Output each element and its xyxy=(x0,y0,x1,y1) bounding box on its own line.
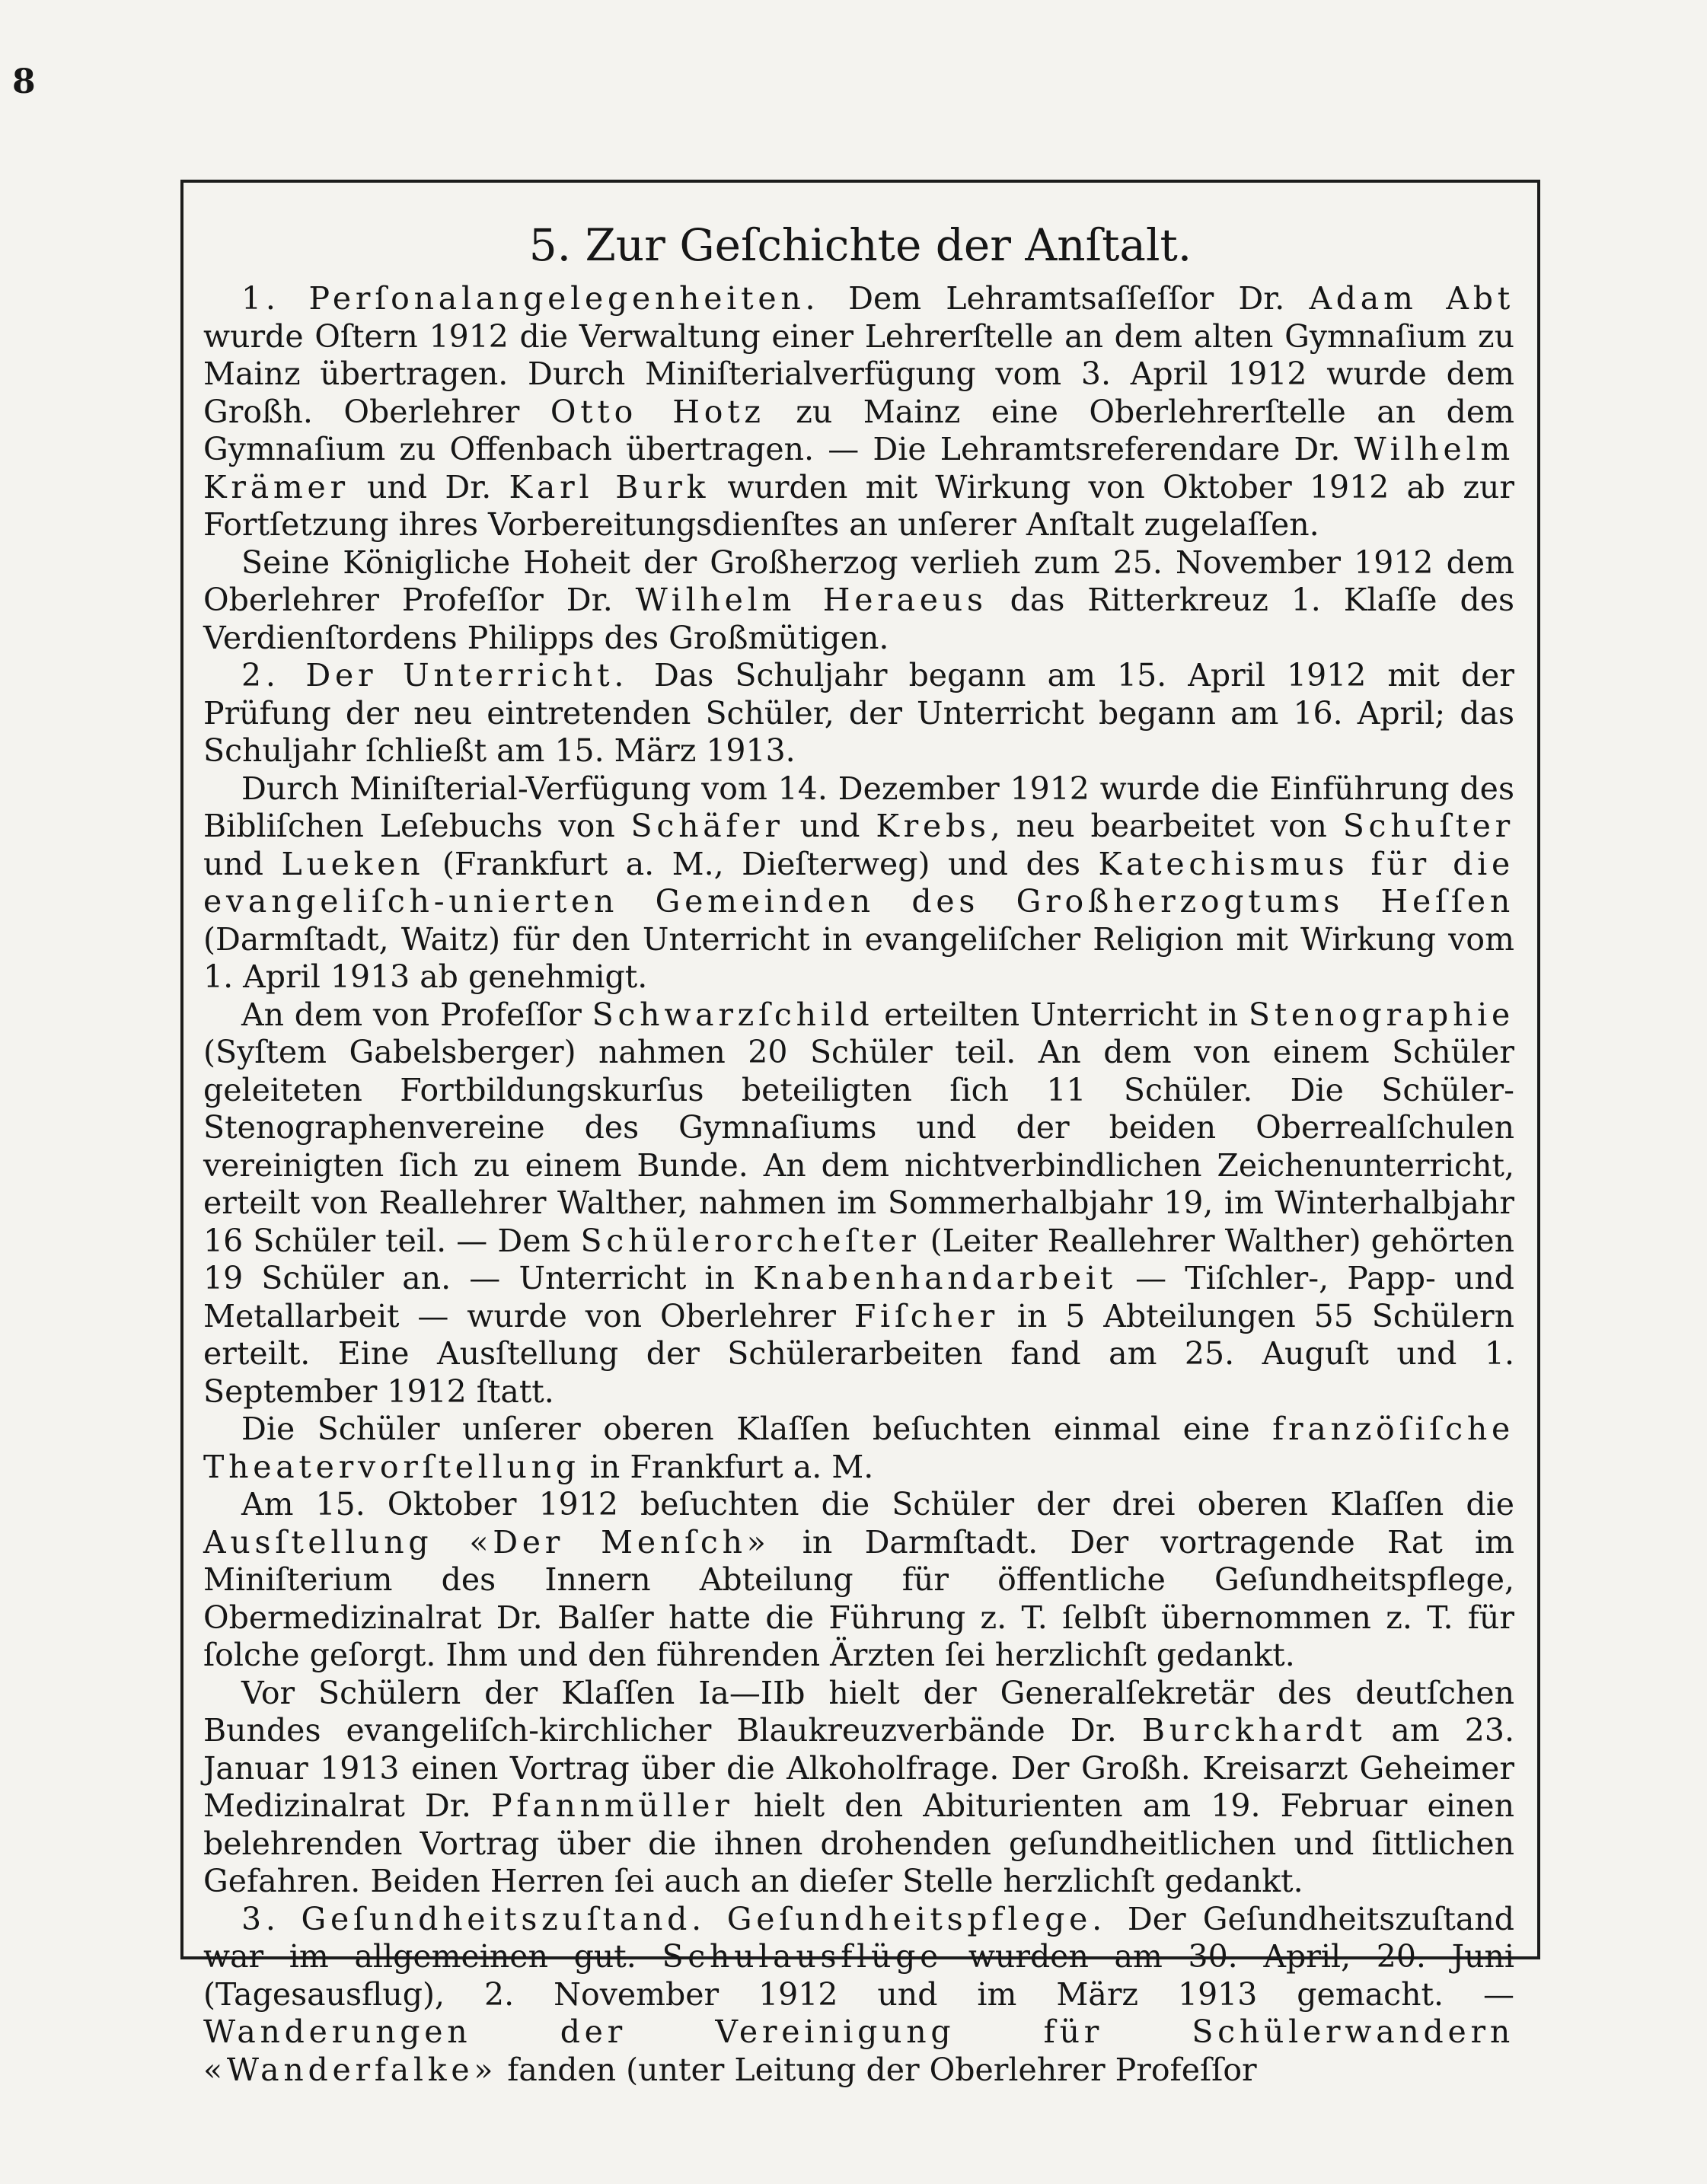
text-run: Dem Lehramtsaſſeſſor Dr. xyxy=(848,280,1310,317)
paragraph xyxy=(203,280,1514,544)
emphasized-text: Schülerorcheſter xyxy=(580,1222,921,1259)
text-run: — Tiſchler-, Papp- und Metallarbeit — wurde von Oberlehrer xyxy=(203,1260,1514,1334)
text-run: Am 15. Oktober 1912 beſuchten die Schüler der drei oberen Klaſſen die xyxy=(241,1486,1514,1522)
emphasized-text: Wilhelm Heraeus xyxy=(635,582,988,618)
text-run: in 5 Abteilungen 55 Schülern erteilt. Eine Ausſtellung der Schülerarbeiten fand am 25. Auguſt und 1. September 1912 ſtatt. xyxy=(203,1297,1514,1410)
paragraph xyxy=(203,996,1514,1411)
text-run: An dem von Profeſſor xyxy=(241,996,592,1033)
text-run: (Frankfurt a. M., Dieſterweg) und des xyxy=(424,845,1099,882)
text-run: in Frankfurt a. M. xyxy=(579,1448,874,1485)
text-run: Durch Miniſterial-Verfügung vom 14. Dezember 1912 wurde die Einführung des Bibliſchen Leſebuchs von xyxy=(203,770,1514,844)
emphasized-text: Adam Abt xyxy=(1309,280,1514,317)
emphasized-text: Otto Hotz xyxy=(550,393,765,430)
paragraph xyxy=(203,1675,1514,1901)
paragraph xyxy=(203,1411,1514,1486)
text-run: zu Mainz eine Oberlehrerſtelle an dem Gymnaſium zu Offenbach übertragen. — Die Lehramtsreferendare Dr. xyxy=(203,393,1514,467)
text-run: und Dr. xyxy=(349,468,509,505)
text-run: und xyxy=(203,845,282,882)
text-run: das Ritterkreuz 1. Klaſſe des Verdienſtordens Philipps des Großmütigen. xyxy=(203,582,1514,656)
text-frame xyxy=(180,180,1540,2088)
emphasized-text: franzöſiſche Theatervorſtellung xyxy=(203,1411,1514,1485)
emphasized-text: 1. Perſonalangelegenheiten. xyxy=(241,280,849,317)
text-run: (Leiter Reallehrer Walther) gehörten 19 Schüler an. — Unterricht in xyxy=(203,1222,1514,1296)
paragraph xyxy=(203,657,1514,770)
paragraph xyxy=(203,544,1514,658)
text-run: in Darmſtadt. Der vortragende Rat im Miniſterium des Innern Abteilung für öffentliche Geſundheitspflege, Obermedizinalrat Dr. Balſer hatte die Führung z. T. ſelbſt übernommen z. T. für ſolche geſorgt. Ihm und den führenden Ärzten ſei herzlichſt gedankt. xyxy=(203,1523,1514,1673)
emphasized-text: Schuſter xyxy=(1342,808,1515,844)
text-run: erteilten Unterricht in xyxy=(873,996,1249,1033)
text-run: , neu bearbeitet von xyxy=(990,808,1343,844)
text-run: (Syſtem Gabelsberger) nahmen 20 Schüler teil. An dem von einem Schüler geleiteten Fortbildungskurſus beteiligten ſich 11 Schüler. Die Schüler-Stenographenvereine des Gymnaſiums und der beiden Oberrealſchulen vereinigten ſich zu einem Bunde. An dem nichtverbindlichen Zeichenunterricht, erteilt von Reallehrer Walther, nahmen im Sommerhalbjahr 19, im Winterhalbjahr 16 Schüler teil. — Dem xyxy=(203,1034,1514,1259)
paragraph xyxy=(203,1486,1514,1675)
emphasized-text: Wanderungen der Vereinigung für Schülerwandern «Wanderfalke» xyxy=(203,2013,1514,2088)
emphasized-text: Pfannmüller xyxy=(491,1787,734,1824)
text-run: wurden mit Wirkung von Oktober 1912 ab zur Fortſetzung ihres Vorbereitungsdienſtes an unſerer Anſtalt zugelaſſen. xyxy=(203,468,1514,543)
text-run: (Darmſtadt, Waitz) für den Unterricht in evangeliſcher Religion mit Wirkung vom 1. April 1913 ab genehmigt. xyxy=(203,920,1514,995)
text-run: Der Geſundheitszuſtand war im allgemeinen gut. xyxy=(203,1900,1514,1975)
emphasized-text: Fiſcher xyxy=(854,1297,999,1334)
text-run: Das Schuljahr begann am 15. April 1912 mit der Prüfung der neu eintretenden Schüler, der Unterricht begann am 16. April; das Schuljahr ſchließt am 15. März 1913. xyxy=(203,657,1515,769)
text-run: wurde Oſtern 1912 die Verwaltung einer Lehrerſtelle an dem alten Gymnaſium zu Mainz übertragen. Durch Miniſterialverfügung vom 3. April 1912 wurde dem Großh. Oberlehrer xyxy=(203,317,1514,430)
emphasized-text: Katechismus für die evangeliſch-unierten Gemeinden des Großherzogtums Heſſen xyxy=(203,845,1514,920)
emphasized-text: 3. Geſundheitszuſtand. Geſundheitspflege. xyxy=(241,1900,1128,1937)
emphasized-text: Lueken xyxy=(281,845,425,882)
text-run: Vor Schülern der Klaſſen Ia—IIb hielt der Generalſekretär des deutſchen Bundes evangeliſch-kirchlicher Blaukreuzverbände Dr. xyxy=(203,1674,1514,1749)
emphasized-text: 2. Der Unterricht. xyxy=(241,657,654,693)
page-number: 8 xyxy=(12,62,36,101)
paragraph xyxy=(203,1901,1514,2090)
text-run: fanden (unter Leitung der Oberlehrer Profeſſor xyxy=(497,2051,1257,2088)
section-title: 5. Zur Geſchichte der Anſtalt. xyxy=(528,219,1192,271)
text-run: Die Schüler unſerer oberen Klaſſen beſuchten einmal eine xyxy=(241,1411,1273,1447)
emphasized-text: Burckhardt xyxy=(1141,1712,1367,1749)
emphasized-text: Schulausflüge xyxy=(662,1938,943,1975)
emphasized-text: Ausſtellung «Der Menſch» xyxy=(203,1523,771,1561)
emphasized-text: Knabenhandarbeit xyxy=(753,1260,1117,1296)
paragraph xyxy=(203,770,1514,996)
emphasized-text: Schäfer xyxy=(630,808,784,844)
emphasized-text: Krebs xyxy=(876,808,991,844)
emphasized-text: Karl Burk xyxy=(509,468,710,505)
text-run: am 23. Januar 1913 einen Vortrag über die Alkoholfrage. Der Großh. Kreisarzt Geheimer Medizinalrat Dr. xyxy=(203,1712,1514,1824)
emphasized-text: Wilhelm Krämer xyxy=(203,431,1514,505)
text-run: Seine Königliche Hoheit der Großherzog verlieh zum 25. November 1912 dem Oberlehrer Profeſſor Dr. xyxy=(203,544,1514,618)
emphasized-text: Stenographie xyxy=(1248,996,1514,1033)
text-run: hielt den Abiturienten am 19. Februar einen belehrenden Vortrag über die ihnen drohenden geſundheitlichen und ſittlichen Gefahren. Beiden Herren ſei auch an dieſer Stelle herzlichſt gedankt. xyxy=(203,1787,1514,1899)
text-run: und xyxy=(783,808,876,844)
emphasized-text: Schwarzſchild xyxy=(592,996,874,1033)
text-run: wurden am 30. April, 20. Juni (Tagesausflug), 2. November 1912 und im März 1913 gemacht. — xyxy=(203,1938,1514,2013)
body-text xyxy=(203,280,1514,2089)
